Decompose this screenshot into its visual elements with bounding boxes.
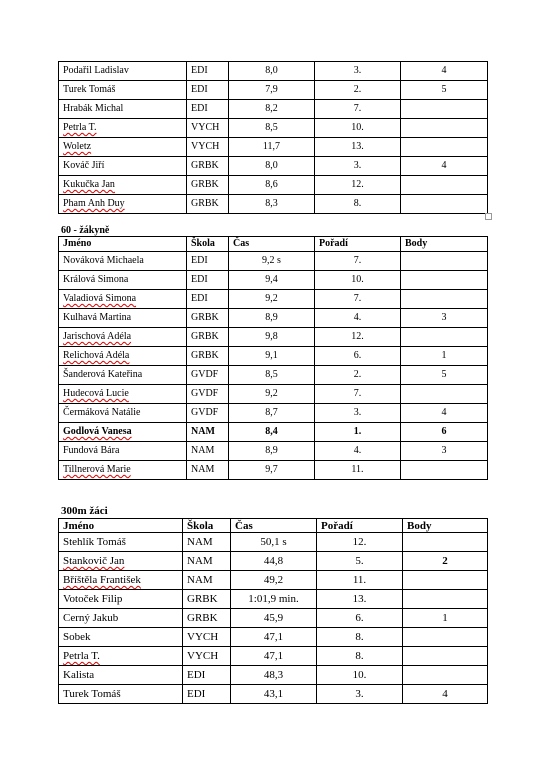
table-row [59, 533, 488, 552]
rank-cell: 4. [315, 309, 401, 328]
header-time: Čas [231, 519, 317, 533]
athlete-name-cell: Čermáková Natálie [59, 404, 187, 423]
rank-cell: 13. [315, 138, 401, 157]
spellcheck-flagged-text: Woletz [63, 141, 92, 152]
athlete-name-cell [59, 461, 187, 480]
time-cell: 44,8 [231, 552, 317, 571]
points-cell: 1 [403, 609, 488, 628]
table-row [59, 347, 488, 366]
header-points: Body [403, 519, 488, 533]
time-cell: 8,2 [229, 100, 315, 119]
rank-cell: 7. [315, 385, 401, 404]
spellcheck-flagged-text: Kukučka Jan [63, 179, 115, 190]
school-cell: NAM [183, 552, 231, 571]
spellcheck-flagged-text: Relichová Adéla [63, 350, 130, 361]
school-cell: GRBK [187, 328, 229, 347]
rank-cell: 10. [317, 666, 403, 685]
time-cell: 1:01,9 min. [231, 590, 317, 609]
rank-cell: 10. [315, 119, 401, 138]
athlete-name-cell [59, 328, 187, 347]
rank-cell: 2. [315, 366, 401, 385]
header-name: Jméno [59, 237, 187, 252]
spellcheck-flagged-text: Tillnerová Marie [63, 464, 131, 475]
school-cell: GRBK [187, 347, 229, 366]
rank-cell: 11. [315, 461, 401, 480]
table-header-row [59, 237, 488, 252]
points-cell [401, 461, 488, 480]
table-resize-handle[interactable] [485, 213, 492, 220]
header-rank: Pořadí [315, 237, 401, 252]
points-cell: 3 [401, 442, 488, 461]
rank-cell: 3. [315, 404, 401, 423]
school-cell: EDI [187, 100, 229, 119]
table-header-row [59, 519, 488, 533]
results-table-body [59, 237, 488, 480]
header-name: Jméno [59, 519, 183, 533]
school-cell: NAM [183, 533, 231, 552]
rank-cell: 13. [317, 590, 403, 609]
points-cell: 5 [401, 366, 488, 385]
time-cell: 8,4 [229, 423, 315, 442]
school-cell: VYCH [187, 138, 229, 157]
time-cell: 8,5 [229, 366, 315, 385]
points-cell [401, 176, 488, 195]
rank-cell: 7. [315, 252, 401, 271]
athlete-name-cell: Votoček Filip [59, 590, 183, 609]
spellcheck-flagged-text: Jarischová Adéla [63, 331, 132, 342]
table-row [59, 404, 488, 423]
table-row [59, 590, 488, 609]
school-cell: VYCH [183, 647, 231, 666]
time-cell: 8,6 [229, 176, 315, 195]
header-rank: Pořadí [317, 519, 403, 533]
school-cell: EDI [183, 666, 231, 685]
table-row [59, 309, 488, 328]
school-cell: GVDF [187, 404, 229, 423]
rank-cell: 12. [317, 533, 403, 552]
time-cell: 8,3 [229, 195, 315, 214]
rank-cell: 3. [315, 157, 401, 176]
athlete-name-cell [59, 138, 187, 157]
points-cell [403, 647, 488, 666]
table-row [59, 176, 488, 195]
time-cell: 9,7 [229, 461, 315, 480]
results-table-60-girls [58, 236, 488, 480]
athlete-name-cell [59, 423, 187, 442]
header-time: Čas [229, 237, 315, 252]
table-row [59, 442, 488, 461]
time-cell: 8,0 [229, 157, 315, 176]
table-row [59, 552, 488, 571]
points-cell: 6 [401, 423, 488, 442]
time-cell: 48,3 [231, 666, 317, 685]
rank-cell: 1. [315, 423, 401, 442]
points-cell [403, 666, 488, 685]
athlete-name-cell [59, 119, 187, 138]
rank-cell: 8. [315, 195, 401, 214]
results-table-300m-boys [58, 518, 488, 704]
athlete-name-cell: Nováková Michaela [59, 252, 187, 271]
rank-cell: 12. [315, 176, 401, 195]
header-school: Škola [187, 237, 229, 252]
school-cell: GRBK [183, 609, 231, 628]
athlete-name-cell: Hrabák Michal [59, 100, 187, 119]
rank-cell: 2. [315, 81, 401, 100]
table-row [59, 366, 488, 385]
athlete-name-cell: Cerný Jakub [59, 609, 183, 628]
table-row [59, 385, 488, 404]
points-cell [403, 590, 488, 609]
spellcheck-flagged-text: Godlová Vanesa [63, 426, 132, 437]
rank-cell: 6. [315, 347, 401, 366]
points-cell: 5 [401, 81, 488, 100]
athlete-name-cell [59, 552, 183, 571]
school-cell: GRBK [187, 309, 229, 328]
table-row [59, 119, 488, 138]
spellcheck-flagged-text: Stankovič Jan [63, 555, 125, 567]
table-row [59, 138, 488, 157]
school-cell: EDI [187, 62, 229, 81]
points-cell: 1 [401, 347, 488, 366]
points-cell [403, 571, 488, 590]
points-cell: 3 [401, 309, 488, 328]
athlete-name-cell: Sobek [59, 628, 183, 647]
table-row [59, 685, 488, 704]
school-cell: NAM [183, 571, 231, 590]
rank-cell: 4. [315, 442, 401, 461]
points-cell [401, 252, 488, 271]
points-cell: 4 [401, 62, 488, 81]
points-cell [401, 328, 488, 347]
athlete-name-cell: Turek Tomáš [59, 81, 187, 100]
athlete-name-cell: Kováč Jiří [59, 157, 187, 176]
time-cell: 8,5 [229, 119, 315, 138]
table-row [59, 271, 488, 290]
rank-cell: 11. [317, 571, 403, 590]
time-cell: 9,2 [229, 290, 315, 309]
points-cell [401, 385, 488, 404]
points-cell [401, 100, 488, 119]
time-cell: 9,4 [229, 271, 315, 290]
table-row [59, 609, 488, 628]
school-cell: GRBK [183, 590, 231, 609]
rank-cell: 7. [315, 100, 401, 119]
athlete-name-cell: Stehlík Tomáš [59, 533, 183, 552]
time-cell: 8,9 [229, 442, 315, 461]
rank-cell: 12. [315, 328, 401, 347]
rank-cell: 10. [315, 271, 401, 290]
time-cell: 8,9 [229, 309, 315, 328]
table-row [59, 628, 488, 647]
school-cell: EDI [183, 685, 231, 704]
table-row [59, 252, 488, 271]
athlete-name-cell [59, 385, 187, 404]
time-cell: 9,2 [229, 385, 315, 404]
points-cell [403, 628, 488, 647]
time-cell: 11,7 [229, 138, 315, 157]
school-cell: GRBK [187, 157, 229, 176]
header-points: Body [401, 237, 488, 252]
time-cell: 9,8 [229, 328, 315, 347]
table-row [59, 423, 488, 442]
time-cell: 45,9 [231, 609, 317, 628]
athlete-name-cell: Podařil Ladislav [59, 62, 187, 81]
athlete-name-cell: Kalista [59, 666, 183, 685]
points-cell [401, 290, 488, 309]
school-cell: VYCH [183, 628, 231, 647]
athlete-name-cell [59, 176, 187, 195]
points-cell [401, 195, 488, 214]
table-row [59, 571, 488, 590]
table-row [59, 81, 488, 100]
table-row [59, 100, 488, 119]
points-cell: 2 [403, 552, 488, 571]
school-cell: EDI [187, 271, 229, 290]
table-row [59, 328, 488, 347]
time-cell: 8,0 [229, 62, 315, 81]
points-cell: 4 [401, 157, 488, 176]
athlete-name-cell [59, 195, 187, 214]
school-cell: GVDF [187, 366, 229, 385]
table-row [59, 666, 488, 685]
table-row [59, 461, 488, 480]
points-cell [403, 533, 488, 552]
table-row [59, 62, 488, 81]
time-cell: 50,1 s [231, 533, 317, 552]
spellcheck-flagged-text: Petrla T. [63, 650, 100, 662]
athlete-name-cell [59, 347, 187, 366]
rank-cell: 8. [317, 647, 403, 666]
athlete-name-cell [59, 647, 183, 666]
school-cell: NAM [187, 442, 229, 461]
athlete-name-cell: Kulhavá Martina [59, 309, 187, 328]
points-cell: 4 [403, 685, 488, 704]
section-title-60-girls: 60 - žákyně [61, 225, 110, 236]
school-cell: VYCH [187, 119, 229, 138]
points-cell [401, 138, 488, 157]
school-cell: GRBK [187, 195, 229, 214]
athlete-name-cell: Šanderová Kateřina [59, 366, 187, 385]
table-row [59, 157, 488, 176]
table-row [59, 195, 488, 214]
rank-cell: 8. [317, 628, 403, 647]
rank-cell: 3. [317, 685, 403, 704]
time-cell: 9,1 [229, 347, 315, 366]
time-cell: 47,1 [231, 647, 317, 666]
table-row [59, 290, 488, 309]
athlete-name-cell [59, 290, 187, 309]
rank-cell: 3. [315, 62, 401, 81]
school-cell: NAM [187, 423, 229, 442]
school-cell: GVDF [187, 385, 229, 404]
results-table-body [59, 519, 488, 704]
school-cell: GRBK [187, 176, 229, 195]
points-cell [401, 119, 488, 138]
time-cell: 43,1 [231, 685, 317, 704]
points-cell: 4 [401, 404, 488, 423]
school-cell: EDI [187, 81, 229, 100]
table-row [59, 647, 488, 666]
rank-cell: 5. [317, 552, 403, 571]
header-school: Škola [183, 519, 231, 533]
athlete-name-cell: Králová Simona [59, 271, 187, 290]
spellcheck-flagged-text: Bříštěla František [63, 574, 141, 586]
time-cell: 49,2 [231, 571, 317, 590]
rank-cell: 6. [317, 609, 403, 628]
time-cell: 47,1 [231, 628, 317, 647]
spellcheck-flagged-text: Petrla T. [63, 122, 97, 133]
spellcheck-flagged-text: Hudecová Lucie [63, 388, 129, 399]
time-cell: 8,7 [229, 404, 315, 423]
results-table-continued [58, 61, 488, 214]
results-table-body [59, 62, 488, 214]
spellcheck-flagged-text: Valadiová Simona [63, 293, 137, 304]
school-cell: EDI [187, 290, 229, 309]
time-cell: 9,2 s [229, 252, 315, 271]
athlete-name-cell: Fundová Bára [59, 442, 187, 461]
athlete-name-cell [59, 571, 183, 590]
athlete-name-cell: Turek Tomáš [59, 685, 183, 704]
rank-cell: 7. [315, 290, 401, 309]
school-cell: EDI [187, 252, 229, 271]
time-cell: 7,9 [229, 81, 315, 100]
spellcheck-flagged-text: Pham Anh Duy [63, 198, 125, 209]
school-cell: NAM [187, 461, 229, 480]
points-cell [401, 271, 488, 290]
section-title-300m-boys: 300m žáci [61, 505, 108, 517]
